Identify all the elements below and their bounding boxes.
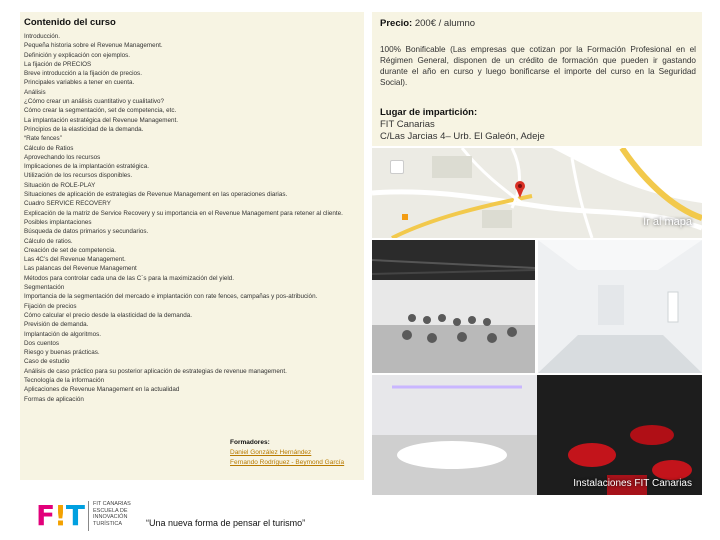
list-item: Introducción. [24, 33, 61, 40]
list-item: Búsqueda de datos primarios y secundarios. [24, 228, 149, 236]
list-item: Previsión de demanda. [24, 321, 89, 329]
price-value: 200€ / alumno [414, 18, 476, 29]
list-item: Importancia de la segmentación del mercado e implantación con rate fences, campañas y pos-atribución. [24, 293, 318, 301]
list-item: Dos cuentos [24, 339, 60, 347]
list-item: Caso de estudio [24, 358, 70, 366]
photo-caption: Instalaciones FIT Canarias [573, 478, 692, 489]
list-item: Breve introducción a la fijación de precios. [24, 70, 142, 78]
logo-text: FIT CANARIAS ESCUELA DE INNOVACIÓN TURÍSTICA [93, 501, 131, 527]
list-item: La implantación estratégica del Revenue Management. [24, 116, 179, 124]
photo-classroom [372, 240, 535, 373]
logo-divider [88, 501, 89, 531]
list-item: Análisis [24, 88, 46, 96]
list-item: “Rate fences” [24, 135, 62, 143]
list-item: Riesgo y buenas prácticas. [24, 349, 100, 357]
course-content-list [24, 32, 360, 404]
trainer-link[interactable]: Daniel González Hernández [230, 449, 312, 456]
trainer-link[interactable]: Fernando Rodríguez - Beymond García [230, 459, 345, 466]
bonus-text: 100% Bonificable (Las empresas que cotizan por la Formación Profesional en el Régimen General, disponen de un crédito de formación que pueden ir gastando durante el año en curso y luego bonificarse el importe del curso en la Seguridad Social). [380, 45, 696, 87]
photo-lounge [372, 375, 702, 495]
map[interactable] [372, 148, 702, 238]
list-item: ¿Cómo crear un análisis cuantitativo y cualitativo? [24, 98, 164, 106]
list-item: Utilización de los recursos disponibles. [24, 172, 133, 180]
price [380, 18, 475, 29]
slogan: “Una nueva forma de pensar el turismo” [146, 518, 306, 528]
list-item: Métodos para controlar cada una de las C´s para la maximización del yield. [24, 274, 235, 282]
list-item: Aprovechando los recursos [24, 153, 101, 161]
list-item: Principios de la elasticidad de la demanda. [24, 125, 144, 133]
course-title: Contenido del curso [24, 17, 116, 28]
list-item: Cómo crear la segmentación, set de competencia, etc. [24, 107, 177, 115]
list-item: Fijación de precios [24, 302, 77, 310]
map-marker-icon [390, 160, 404, 174]
place-name: FIT Canarias [380, 119, 435, 130]
list-item: Cálculo de ratios. [24, 237, 73, 245]
list-item: Las 4C’s del Revenue Management. [24, 256, 126, 264]
list-item: Posibles implantaciones [24, 218, 92, 226]
list-item: Formas de aplicación [24, 395, 84, 403]
list-item: Las palancas del Revenue Management [24, 265, 137, 273]
map-link[interactable]: Ir al mapa [643, 216, 692, 228]
logo-mark: F!T [36, 499, 85, 532]
place-label: Lugar de impartición: [380, 107, 478, 118]
list-item: Situación de ROLE-PLAY [24, 181, 96, 189]
list-item: Implicaciones de la implantación estratégica. [24, 163, 149, 171]
price-label: Precio: [380, 18, 413, 29]
list-item: Pequeña historia sobre el Revenue Management. [24, 42, 163, 50]
fit-canarias-logo [36, 495, 146, 535]
trainers-label: Formadores: [230, 439, 270, 446]
list-item: Análisis de caso práctico para su posterior aplicación de estrategias de revenue management. [24, 367, 287, 375]
list-item: Cuadro SERVICE RECOVERY [24, 200, 111, 208]
list-item: Explicación de la matriz de Service Recovery y su importancia en el Revenue Management para retener al cliente. [24, 209, 343, 217]
list-item: Implantación de algoritmos. [24, 330, 102, 338]
list-item: Cálculo de Ratios [24, 144, 74, 152]
photo-white-room [538, 240, 702, 373]
list-item: La fijación de PRECIOS [24, 60, 92, 68]
list-item: Principales variables a tener en cuenta. [24, 79, 135, 87]
list-item: Aplicaciones de Revenue Management en la actualidad [24, 386, 180, 394]
list-item: Tecnología de la información [24, 376, 105, 384]
list-item: Segmentación [24, 284, 65, 292]
list-item: Situaciones de aplicación de estrategias de Revenue Management en las operaciones diarias. [24, 191, 288, 199]
list-item: Definición y explicación con ejemplos. [24, 51, 131, 59]
list-item: Creación de set de competencia. [24, 246, 117, 254]
place-address: C/Las Jarcias 4– Urb. El Galeón, Adeje [380, 131, 545, 142]
list-item: Cómo calcular el precio desde la elasticidad de la demanda. [24, 311, 193, 319]
trainers [230, 438, 344, 468]
